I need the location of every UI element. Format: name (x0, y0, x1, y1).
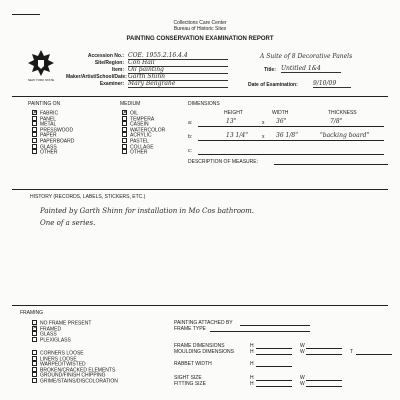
frame-spec-label: MOULDING DIMENSIONS (174, 349, 235, 355)
checkbox-icon[interactable] (32, 378, 37, 383)
checkbox-label: METAL (40, 121, 57, 128)
id-field-value[interactable]: Mary Bellgrahe (128, 80, 228, 88)
checkbox-icon[interactable] (32, 116, 37, 121)
id-field-label: Item: (112, 67, 124, 73)
frame-spec-line[interactable] (306, 348, 342, 349)
id-field-value[interactable]: Garth Shinn (128, 73, 228, 81)
frame-spec-label: RABBET WIDTH (174, 361, 212, 367)
dim-thickness[interactable]: "backing board" (320, 132, 370, 139)
dim-row-label: b: (188, 134, 193, 140)
dim-line[interactable] (198, 126, 384, 127)
frame-spec-t: T (350, 349, 354, 355)
history-heading: HISTORY (RECORDS, LABELS, STICKERS, ETC.) (30, 194, 146, 200)
frame-spec-line[interactable] (306, 354, 342, 355)
checkbox-icon[interactable] (32, 149, 37, 154)
checkbox-label: GLASS (40, 331, 57, 338)
frame-spec-line[interactable] (256, 380, 292, 381)
attached-line[interactable] (240, 325, 310, 326)
checkbox-icon[interactable] (122, 127, 127, 132)
checkbox-icon[interactable] (122, 149, 127, 154)
dim-row-label: a: (188, 120, 193, 126)
dim-height[interactable]: 13 1/4" (226, 132, 248, 139)
checkbox-label: PAPERBOARD (40, 138, 75, 145)
checkbox-label: GLASS (40, 144, 57, 151)
frame-spec-h: H (250, 361, 254, 367)
frame-spec-h: H (250, 375, 254, 381)
history-line-1[interactable]: Painted by Garth Shinn for installation in Mo Cos bathroom. (40, 207, 255, 215)
checkbox-label: OIL (130, 110, 139, 117)
title-value[interactable]: Untitled 1&4 (281, 65, 341, 73)
dim-width[interactable]: 36 1/8" (276, 132, 298, 139)
medium-heading: MEDIUM (120, 101, 141, 107)
painting-on-options (32, 110, 74, 155)
frame-spec-label: FITTING SIZE (174, 381, 206, 387)
divider-2 (12, 189, 388, 190)
checkbox-icon[interactable] (122, 116, 127, 121)
checkbox-label: WATERCOLOR (130, 127, 166, 134)
frame-spec-line[interactable] (256, 366, 292, 367)
title-label: Title: (264, 67, 276, 73)
checkbox-label: FABRIC (40, 110, 59, 117)
checkbox-label: PAPER (40, 132, 57, 139)
checkbox-label: TEMPERA (130, 116, 155, 123)
checkbox-icon[interactable] (122, 121, 127, 126)
col-thickness: THICKNESS (328, 110, 357, 116)
org-bureau: Bureau of Historic Sites (173, 26, 227, 32)
frame-spec-line[interactable] (256, 354, 292, 355)
date-label: Date of Examination: (248, 82, 298, 88)
top-rule-mark (12, 14, 40, 15)
date-value[interactable]: 9/10/09 (313, 80, 351, 88)
checkbox-label: GROUND/FINISH CHIPPING (40, 372, 106, 379)
checked-box-icon[interactable] (32, 326, 37, 331)
dim-line[interactable] (198, 154, 384, 155)
frame-spec-w: W (300, 349, 305, 355)
medium-options (122, 110, 165, 155)
checkbox-icon[interactable] (32, 350, 37, 355)
framing-options (32, 320, 91, 342)
painting-on-heading: PAINTING ON (28, 101, 61, 107)
measure-line[interactable] (274, 164, 388, 165)
checkbox-icon[interactable] (32, 138, 37, 143)
checkbox-label: LINERS LOOSE (40, 356, 77, 363)
nys-seal-logo (24, 46, 58, 84)
frame-spec-label: FRAME DIMENSIONS (174, 343, 225, 349)
divider-3 (12, 305, 388, 306)
frame-spec-line[interactable] (256, 386, 292, 387)
id-field-value[interactable]: Con Hall (128, 59, 228, 67)
id-field-label: Accession No.: (87, 53, 124, 59)
checkbox-icon[interactable] (122, 144, 127, 149)
frame-spec-w: W (300, 375, 305, 381)
checked-box-icon[interactable] (122, 110, 127, 115)
org-name: Collections Care Center (173, 20, 227, 26)
checkbox-option[interactable] (32, 378, 118, 384)
checkbox-label: OTHER (40, 149, 58, 156)
checkbox-icon[interactable] (32, 127, 37, 132)
checkbox-option[interactable] (32, 149, 74, 155)
frame-spec-label: SIGHT SIZE (174, 375, 202, 381)
dim-times: x (262, 134, 265, 140)
checkbox-icon[interactable] (32, 356, 37, 361)
dimensions-heading: DIMENSIONS (188, 101, 220, 107)
id-field-value[interactable]: Oil painting (128, 66, 228, 74)
framing-heading: FRAMING (20, 310, 44, 316)
id-field-label: Examiner: (99, 81, 124, 87)
checkbox-option[interactable] (32, 320, 91, 326)
checkbox-label: PANEL (40, 116, 57, 123)
frame-spec-h: H (250, 349, 254, 355)
frame-spec-line[interactable] (356, 354, 392, 355)
frame-spec-w: W (300, 381, 305, 387)
dim-thickness[interactable]: 7/8" (330, 118, 343, 125)
attached-label: PAINTING ATTACHED BY (174, 320, 233, 326)
report-title: PAINTING CONSERVATION EXAMINATION REPORT (126, 36, 274, 42)
id-field-label: Site/Region: (94, 60, 124, 66)
series-note: A Suite of 8 Decorative Panels (260, 53, 353, 60)
checkbox-icon[interactable] (32, 132, 37, 137)
seal-caption: NEW YORK STATE (27, 78, 55, 82)
frame-spec-h: H (250, 343, 254, 349)
checkbox-icon[interactable] (32, 144, 37, 149)
col-width: WIDTH (272, 110, 289, 116)
checkbox-icon[interactable] (32, 121, 37, 126)
checkbox-icon[interactable] (32, 367, 37, 372)
checkbox-icon[interactable] (32, 361, 37, 366)
id-field-label: Maker/Artist/School/Date: (66, 74, 127, 80)
checkbox-label: BROKEN/CRACKED ELEMENTS (40, 367, 116, 374)
checkbox-label: PRESSWOOD (40, 127, 74, 134)
checkbox-label: GRIME/STAINS/DISCOLORATION (40, 378, 118, 385)
dim-row-label: c: (188, 148, 192, 154)
frame-spec-h: H (250, 381, 254, 387)
checkbox-label: CORNERS LOOSE (40, 350, 84, 357)
checkbox-option[interactable] (122, 149, 165, 155)
checked-box-icon[interactable] (32, 110, 37, 115)
checkbox-label: OTHER (130, 149, 148, 156)
frame-type-label: FRAME TYPE (174, 326, 206, 332)
history-line-2[interactable]: One of a series. (40, 219, 96, 227)
checkbox-icon[interactable] (122, 132, 127, 137)
dim-line[interactable] (198, 140, 384, 141)
checkbox-option[interactable] (32, 138, 74, 144)
frame-spec-w: W (300, 343, 305, 349)
measure-label: DESCRIPTION OF MEASURE: (188, 159, 259, 165)
dim-width[interactable]: 36" (276, 118, 287, 125)
checkbox-icon[interactable] (122, 138, 127, 143)
checkbox-icon[interactable] (32, 331, 37, 336)
checkbox-label: FRAMED (40, 326, 62, 333)
checkbox-label: COLLAGE (130, 144, 154, 151)
checkbox-option[interactable] (32, 337, 91, 343)
col-height: HEIGHT (224, 110, 243, 116)
checkbox-label: CASEIN (130, 121, 149, 128)
checkbox-icon[interactable] (32, 337, 37, 342)
checkbox-label: PASTEL (130, 138, 149, 145)
dim-height[interactable]: 13" (226, 118, 237, 125)
frame-spec-line[interactable] (256, 348, 292, 349)
frame-spec-line[interactable] (306, 380, 342, 381)
checkbox-label: WARPED/TWISTED (40, 361, 86, 368)
checkbox-label: NO FRAME PRESENT (40, 320, 92, 327)
frame-spec-line[interactable] (306, 386, 342, 387)
checkbox-label: PLEXIGLASS (40, 337, 71, 344)
checkbox-icon[interactable] (32, 372, 37, 377)
frame-type-line[interactable] (210, 331, 310, 332)
frame-condition-options (32, 350, 118, 384)
divider-1 (12, 96, 388, 97)
id-field-value[interactable]: COE. 1955.2.16.4.4 (128, 52, 228, 60)
checkbox-label: ACRYLIC (130, 132, 152, 139)
dim-times: x (262, 120, 265, 126)
